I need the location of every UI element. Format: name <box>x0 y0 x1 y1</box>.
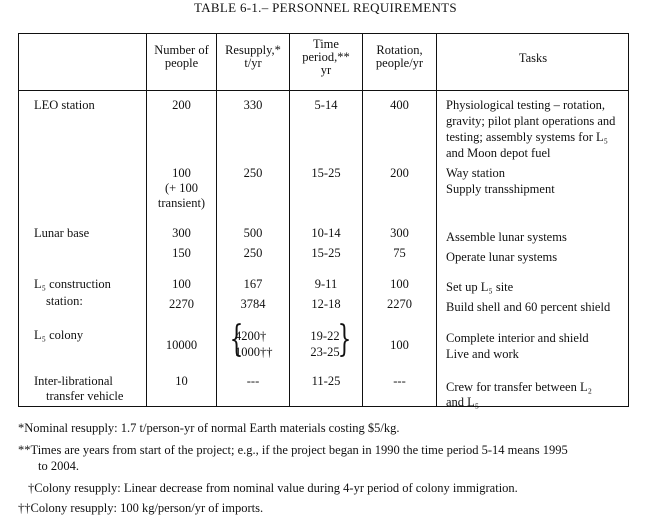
lunar2-rotation: 75 <box>393 246 406 260</box>
lunar2-number: 150 <box>172 246 191 260</box>
leo1-resupply: 330 <box>243 98 263 112</box>
colony-resupply-line: 4200† <box>235 329 267 343</box>
inter-resupply: --- <box>246 374 260 388</box>
row-label-inter-librational: transfer vehicle <box>46 389 124 403</box>
leo2-number: 100 <box>172 166 191 180</box>
colony-time-line: 19-22 <box>310 329 340 343</box>
leo1-task-line: Physiological testing – rotation, <box>446 98 606 112</box>
leo2-task-line: Supply transshipment <box>446 182 555 196</box>
row-label-lunar: Lunar base <box>34 226 90 240</box>
l5c1-time: 9-11 <box>314 277 338 291</box>
colony-rotation: 100 <box>390 338 409 352</box>
l5c2-resupply: 3784 <box>240 297 266 311</box>
l5c1-rotation: 100 <box>390 277 409 291</box>
colony-task-line: Live and work <box>446 347 519 361</box>
row-label-l5-construction: L₅ construction <box>34 277 111 291</box>
row-label-inter-librational: Inter-librational <box>34 374 113 388</box>
leo2-task-line: Way station <box>446 166 506 180</box>
l5c1-resupply: 167 <box>243 277 263 291</box>
lunar2-time: 15-25 <box>311 246 341 260</box>
colony-number: 10000 <box>165 338 198 352</box>
colony-resupply-line: 1000†† <box>235 345 273 359</box>
header-rotation: Rotation, people/yr <box>375 43 424 70</box>
header-resupply: Resupply,* t/yr <box>225 43 281 70</box>
row-label-leo: LEO station <box>34 98 95 112</box>
leo2-rotation: 200 <box>390 166 409 180</box>
leo2-number-transient: (+ 100 <box>164 181 199 195</box>
colony-time-line: 23-25 <box>310 345 340 359</box>
footnote-times-cont: to 2004. <box>38 459 79 473</box>
inter-number: 10 <box>175 374 188 388</box>
right-brace: } <box>337 319 352 360</box>
lunar1-number: 300 <box>172 226 191 240</box>
inter-task-line: and L₅ <box>446 395 480 409</box>
l5c2-task: Build shell and 60 percent shield <box>446 300 611 314</box>
l5c2-time: 12-18 <box>311 297 341 311</box>
header-rule <box>18 90 629 91</box>
footnote-nominal-resupply: *Nominal resupply: 1.7 t/person-yr of normal Earth materials costing $5/kg. <box>18 421 400 435</box>
lunar1-time: 10-14 <box>311 226 341 240</box>
header-number: Number of people <box>154 43 209 70</box>
lunar2-resupply: 250 <box>243 246 263 260</box>
lunar1-task: Assemble lunar systems <box>446 230 567 244</box>
leo2-time: 15-25 <box>311 166 341 180</box>
footnote-times: **Times are years from start of the project; e.g., if the project began in 1990 the time period 5-14 means 1995 <box>18 443 568 457</box>
inter-time: 11-25 <box>311 374 341 388</box>
l5c2-rotation: 2270 <box>387 297 412 311</box>
leo1-rotation: 400 <box>390 98 409 112</box>
left-brace: { <box>229 319 244 360</box>
inter-rotation: --- <box>393 374 406 388</box>
row-label-l5-construction: station: <box>46 294 83 308</box>
lunar2-task: Operate lunar systems <box>446 250 558 264</box>
inter-task-line: Crew for transfer between L₂ <box>446 380 592 394</box>
footnote-colony-resupply-linear: †Colony resupply: Linear decrease from nominal value during 4-yr period of colony immigration. <box>28 481 518 495</box>
leo1-number: 200 <box>172 98 191 112</box>
leo2-resupply: 250 <box>243 166 263 180</box>
leo1-task-line: testing; assembly systems for L₅ <box>446 130 608 144</box>
lunar1-resupply: 500 <box>243 226 263 240</box>
leo2-number-transient: transient) <box>157 196 206 210</box>
leo1-time: 5-14 <box>314 98 338 112</box>
lunar1-rotation: 300 <box>390 226 409 240</box>
col-rule-5 <box>436 33 437 407</box>
leo1-task-line: and Moon depot fuel <box>446 146 551 160</box>
col-rule-2 <box>216 33 217 407</box>
l5c1-task: Set up L₅ site <box>446 280 514 294</box>
leo1-task-line: gravity; pilot plant operations and <box>446 114 616 128</box>
header-tasks: Tasks <box>518 51 548 65</box>
row-label-l5-colony: L₅ colony <box>34 328 84 342</box>
colony-task-line: Complete interior and shield <box>446 331 589 345</box>
footnote-colony-resupply-imports: ††Colony resupply: 100 kg/person/yr of imports. <box>18 501 264 515</box>
l5c1-number: 100 <box>172 277 191 291</box>
table-title: TABLE 6-1.– PERSONNEL REQUIREMENTS <box>194 0 457 15</box>
header-time: Time period,** yr <box>302 37 350 77</box>
l5c2-number: 2270 <box>169 297 194 311</box>
